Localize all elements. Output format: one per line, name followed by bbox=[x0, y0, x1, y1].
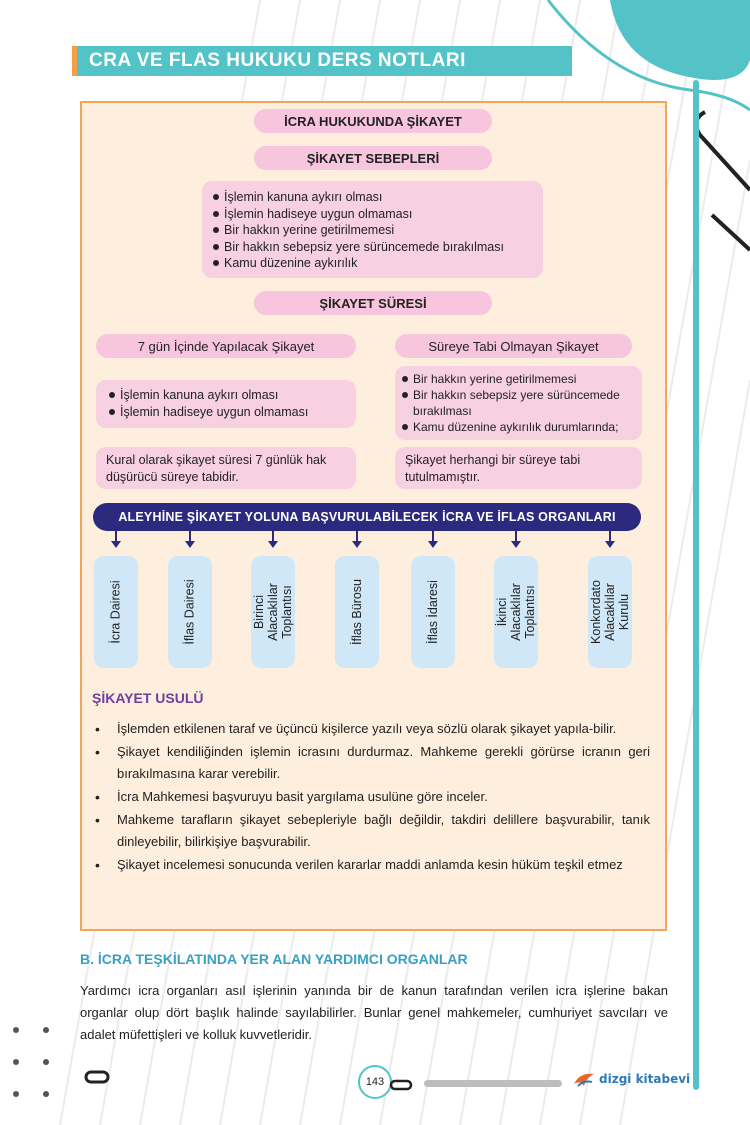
publisher-name: dizgi kitabevi bbox=[599, 1072, 691, 1086]
left-note: Kural olarak şikayet süresi 7 günlük hak düşürücü süreye tabidir. bbox=[106, 453, 327, 484]
list-item: Bir hakkın sebepsiz yere sürüncemede bırakılması bbox=[401, 387, 636, 419]
right-items-card bbox=[395, 366, 642, 440]
organ-birinci-alacaklilar bbox=[251, 556, 295, 668]
organ-konkordato bbox=[588, 556, 632, 668]
organ-label: İcra Dairesi bbox=[109, 580, 123, 644]
organ-iflas-dairesi bbox=[168, 556, 212, 668]
organ-label: Birinci Alacaklılar Toplantısı bbox=[252, 583, 294, 641]
main-title: İCRA HUKUKUNDA ŞİKAYET bbox=[284, 113, 462, 129]
arrow-down-icon bbox=[510, 531, 522, 549]
section-b-paragraph: Yardımcı icra organları asıl işlerinin yanında bir de kanun tarafından verilen icra işlerine bakan organlar olup dört başlık halinde sayılabilirler. Bunlar genel mahkemeler, cumhuriyet savcıları ve adalet müfettişleri ve kolluk kuvvetleridir. bbox=[80, 983, 668, 1042]
sure-title: ŞİKAYET SÜRESİ bbox=[319, 295, 427, 311]
organ-icra-dairesi bbox=[94, 556, 138, 668]
arrow-down-icon bbox=[351, 531, 363, 549]
right-note: Şikayet herhangi bir süreye tabi tutulmamıştır. bbox=[405, 453, 581, 484]
arrow-down-icon bbox=[427, 531, 439, 549]
list-item: • İcra Mahkemesi başvuruyu basit yargılama usulüne göre inceler. bbox=[95, 786, 650, 808]
list-item: Bir hakkın sebepsiz yere sürüncemede bırakılması bbox=[212, 239, 533, 256]
organs-title-bar bbox=[93, 503, 641, 531]
sure-title-pill bbox=[254, 291, 492, 315]
link-icon bbox=[389, 1079, 413, 1091]
list-item: İşlemin kanuna aykırı olması bbox=[108, 387, 344, 404]
left-title-pill bbox=[96, 334, 356, 358]
organs-title: ALEYHİNE ŞİKAYET YOLUNA BAŞVURULABİLECEK İCRA VE İFLAS ORGANLARI bbox=[118, 510, 616, 524]
right-title-pill bbox=[395, 334, 632, 358]
organ-label: Konkordato Alacaklılar Kurulu bbox=[589, 580, 631, 644]
arrow-down-icon bbox=[184, 531, 196, 549]
organ-iflas-idaresi bbox=[411, 556, 455, 668]
list-item: Kamu düzenine aykırılık bbox=[212, 255, 533, 272]
right-title: Süreye Tabi Olmayan Şikayet bbox=[428, 338, 599, 354]
list-item: İşlemin hadiseye uygun olmaması bbox=[108, 404, 344, 421]
right-note-card bbox=[395, 447, 642, 489]
arrow-down-icon bbox=[267, 531, 279, 549]
section-b-title: B. İCRA TEŞKİLATINDA YER ALAN YARDIMCI ORGANLAR bbox=[80, 951, 468, 967]
organ-label: İflas Dairesi bbox=[183, 579, 198, 645]
list-item: • Şikayet incelemesi sonucunda verilen kararlar maddi anlamda kesin hüküm teşkil etmez bbox=[95, 854, 650, 876]
organ-label: İkinci Alacaklılar Toplantısı bbox=[495, 583, 538, 641]
list-item: Kamu düzenine aykırılık durumlarında; bbox=[401, 419, 636, 435]
page-header bbox=[72, 46, 572, 76]
arrow-down-icon bbox=[604, 531, 616, 549]
usul-title: ŞİKAYET USULÜ bbox=[92, 690, 204, 706]
sebepler-card bbox=[202, 181, 543, 278]
main-title-pill bbox=[254, 109, 492, 133]
page-number-text: 143 bbox=[365, 1076, 385, 1088]
page-header-title: CRA VE FLAS HUKUKU DERS NOTLARI bbox=[89, 50, 466, 71]
sebepler-title-pill bbox=[254, 146, 492, 170]
list-item: Bir hakkın yerine getirilmemesi bbox=[401, 371, 636, 387]
arrow-down-icon bbox=[110, 531, 122, 549]
page-number bbox=[358, 1065, 392, 1099]
left-title: 7 gün İçinde Yapılacak Şikayet bbox=[137, 338, 315, 354]
usul-list bbox=[95, 718, 650, 877]
organ-label: İflas Bürosu bbox=[350, 578, 365, 646]
right-accent-line bbox=[693, 80, 699, 1090]
list-item: • Mahkeme tarafların şikayet sebepleriyle bağlı değildir, takdiri delillere başvurabilir, tanık dinleyebilir, bilirkişiye başvurabilir. bbox=[95, 809, 650, 853]
list-item: • Şikayet kendiliğinden işlemin icrasını durdurmaz. Mahkeme gerekli görürse icranın geri bırakılmasına karar verebilir. bbox=[95, 741, 650, 785]
footer-bar bbox=[424, 1080, 562, 1087]
list-item: Bir hakkın yerine getirilmemesi bbox=[212, 222, 533, 239]
left-items-card bbox=[96, 380, 356, 428]
publisher-logo bbox=[572, 1070, 690, 1088]
list-item: • İşlemden etkilenen taraf ve üçüncü kişilerce yazılı veya sözlü olarak şikayet yapıla-bilir. bbox=[95, 718, 650, 740]
list-item: İşlemin hadiseye uygun olmaması bbox=[212, 206, 533, 223]
organ-label: İflas İdaresi bbox=[426, 580, 441, 644]
list-item: İşlemin kanuna aykırı olması bbox=[212, 189, 533, 206]
sebepler-title: ŞİKAYET SEBEPLERİ bbox=[306, 150, 440, 166]
left-note-card bbox=[96, 447, 356, 489]
bird-logo-icon bbox=[572, 1070, 596, 1088]
organ-iflas-burosu bbox=[335, 556, 379, 668]
decorative-dots bbox=[10, 1020, 60, 1110]
organ-ikinci-alacaklilar bbox=[494, 556, 538, 668]
